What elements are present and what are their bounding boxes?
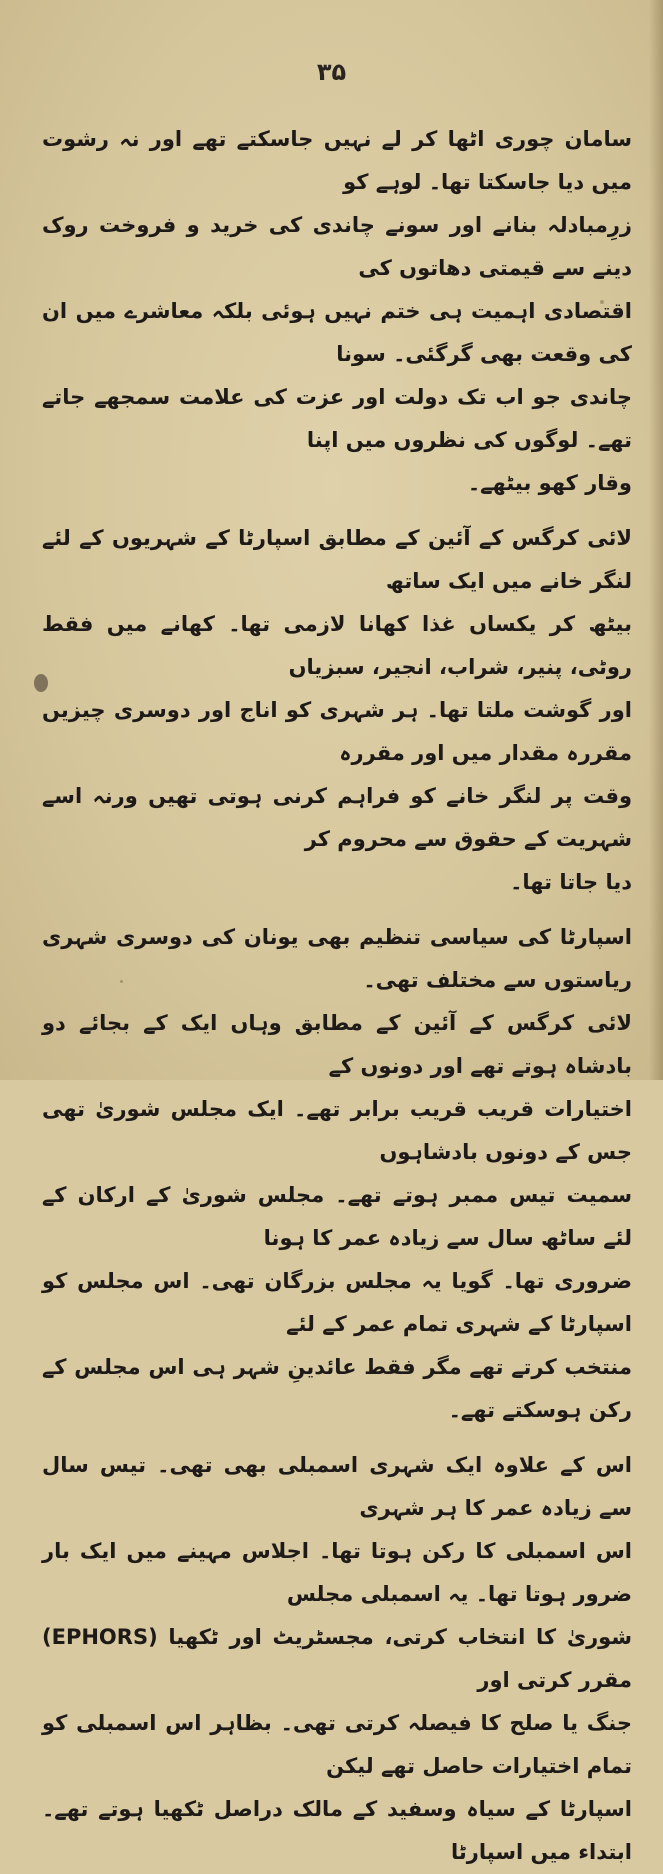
paragraph [42, 916, 632, 1432]
text-line: سمیت تیس ممبر ہوتے تھے۔ مجلس شوریٰ کے ارکان کے لئے ساٹھ سال سے زیادہ عمر کا ہونا [42, 1183, 632, 1250]
text-line: اس اسمبلی کا رکن ہوتا تھا۔ اجلاس مہینے میں ایک بار ضرور ہوتا تھا۔ یہ اسمبلی مجلس [42, 1539, 632, 1606]
text-line: ضروری تھا۔ گویا یہ مجلس بزرگان تھی۔ اس مجلس کو اسپارٹا کے شہری تمام عمر کے لئے [42, 1269, 632, 1336]
text-line: سامان چوری اٹھا کر لے نہیں جاسکتے تھے اور نہ رشوت میں دیا جاسکتا تھا۔ لوہے کو [42, 127, 632, 194]
text-line: اور گوشت ملتا تھا۔ ہر شہری کو اناج اور دوسری چیزیں مقررہ مقدار میں اور مقررہ [42, 698, 632, 765]
text-line: چاندی جو اب تک دولت اور عزت کی علامت سمجھے جاتے تھے۔ لوگوں کی نظروں میں اپنا [42, 385, 632, 452]
text-line: اقتصادی اہمیت ہی ختم نہیں ہوئی بلکہ معاشرے میں ان کی وقعت بھی گرگئی۔ سونا [42, 299, 632, 366]
page-edge-shadow [649, 0, 663, 1080]
page-number: ۳۵ [316, 58, 347, 86]
paragraph [42, 118, 632, 505]
text-line: اس کے علاوہ ایک شہری اسمبلی بھی تھی۔ تیس سال سے زیادہ عمر کا ہر شہری [42, 1453, 632, 1520]
text-line: اسپارٹا کے سیاہ وسفید کے مالک دراصل ٹکھیا ہوتے تھے۔ ابتداء میں اسپارٹا [42, 1797, 632, 1864]
paragraph [42, 1444, 632, 1874]
text-line: منتخب کرتے تھے مگر فقط عائدینِ شہر ہی اس مجلس کے رکن ہوسکتے تھے۔ [42, 1355, 632, 1422]
text-line: وقار کھو بیٹھے۔ [467, 471, 632, 495]
text-line: لائی کرگس کے آئین کے مطابق وہاں ایک کے بجائے دو بادشاہ ہوتے تھے اور دونوں کے [42, 1011, 632, 1078]
text-line: وقت پر لنگر خانے کو فراہم کرنی ہوتی تھیں ورنہ اسے شہریت کے حقوق سے محروم کر [42, 784, 632, 851]
text-line: بیٹھ کر یکساں غذا کھانا لازمی تھا۔ کھانے میں فقط روٹی، پنیر، شراب، انجیر، سبزیاں [42, 612, 632, 679]
text-line: دیا جاتا تھا۔ [510, 870, 632, 894]
text-line: لائی کرگس کے آئین کے مطابق اسپارٹا کے شہریوں کے لئے لنگر خانے میں ایک ساتھ [42, 526, 632, 593]
text-line: شوریٰ کا انتخاب کرتی، مجسٹریٹ اور ٹکھیا (EPHORS) مقرر کرتی اور [42, 1625, 632, 1692]
text-line: اسپارٹا کی سیاسی تنظیم بھی یونان کی دوسری شہری ریاستوں سے مختلف تھی۔ [42, 925, 632, 992]
body-text [42, 118, 632, 1874]
text-line: زرِمبادلہ بنانے اور سونے چاندی کی خرید و فروخت روک دینے سے قیمتی دھاتوں کی [42, 213, 632, 280]
text-line: جنگ یا صلح کا فیصلہ کرتی تھی۔ بظاہر اس اسمبلی کو تمام اختیارات حاصل تھے لیکن [42, 1711, 632, 1778]
paragraph [42, 517, 632, 904]
text-line: اختیارات قریب قریب برابر تھے۔ ایک مجلس شوریٰ تھی جس کے دونوں بادشاہوں [42, 1097, 632, 1164]
